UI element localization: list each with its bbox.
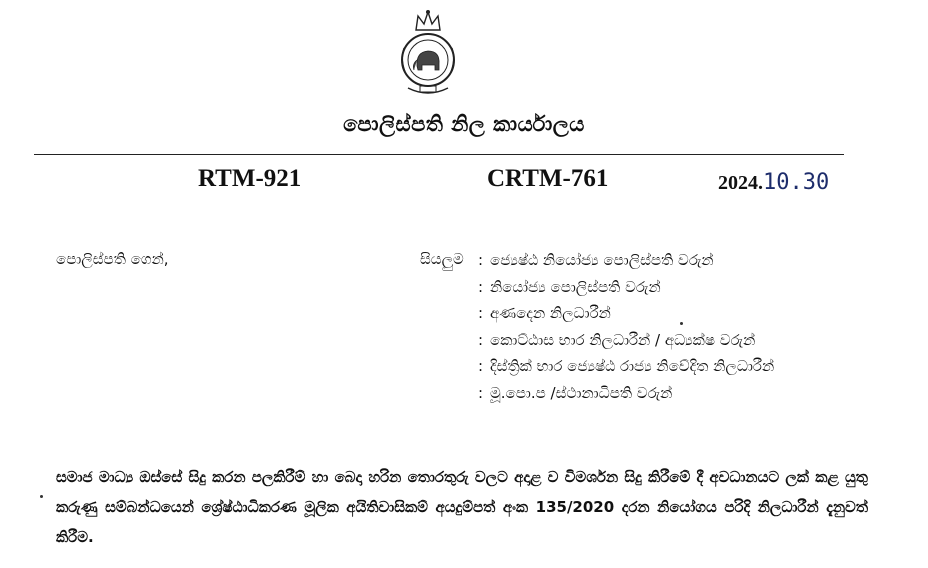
recipients-label: සියලුම bbox=[420, 250, 464, 268]
police-emblem-icon bbox=[398, 8, 458, 100]
header-divider bbox=[34, 154, 844, 155]
recipient-item: : නියෝජ්‍ය පොලිස්පති වරුන් bbox=[478, 277, 661, 296]
sender-line: පොලිස්පති ගෙන්, bbox=[56, 250, 169, 268]
office-title: පොලිස්පති නිල කාර්යාලය bbox=[343, 112, 585, 136]
subject-paragraph: සමාජ මාධ්‍ය ඔස්සේ සිදු කරන පලකිරීම් හා බෙදා හරින තොරතුරු වලට අදාළ ව විමර්ශන සිදු කිරීමේ දී අවධානයට ලක් කළ යුතු කරුණු සම්බන්ධයෙන් ශ්‍රේෂ්ඨාධිකරණ මූලික අයිතිවාසිකම් අයදුම්පත් අංක 135/2020 දරන නියෝගය පරිදි නිලධාරීන් දැනුවත් කිරීම. bbox=[56, 468, 868, 546]
reference-number-crtm: CRTM-761 bbox=[487, 165, 609, 192]
recipient-item: : ජ්‍යෙෂ්ඨ නියෝජ්‍ය පොලිස්පති වරුන් bbox=[478, 251, 714, 269]
document-date bbox=[718, 170, 829, 195]
recipient-item: : අණදෙන නිලධාරීන් bbox=[478, 304, 611, 322]
recipient-item: : මූ.පො.ප /ස්ථානාධිපති වරුන් bbox=[478, 383, 673, 402]
date-handwritten: 10.30 bbox=[763, 170, 830, 195]
ink-speck bbox=[40, 495, 43, 498]
recipient-item: : දිස්ත්‍රික් භාර ජ්‍යෙෂ්ඨ රාජ්‍ය නිවේදිත නිලධාරීන් bbox=[478, 357, 775, 375]
ink-speck bbox=[680, 322, 683, 325]
recipients-list bbox=[478, 250, 774, 409]
reference-number-rtm: RTM-921 bbox=[198, 165, 302, 192]
recipient-item: : කොට්ඨාස භාර නිලධාරීන් / අධ්‍යක්ෂ වරුන් bbox=[478, 330, 756, 349]
date-printed: 2024. bbox=[718, 172, 763, 194]
